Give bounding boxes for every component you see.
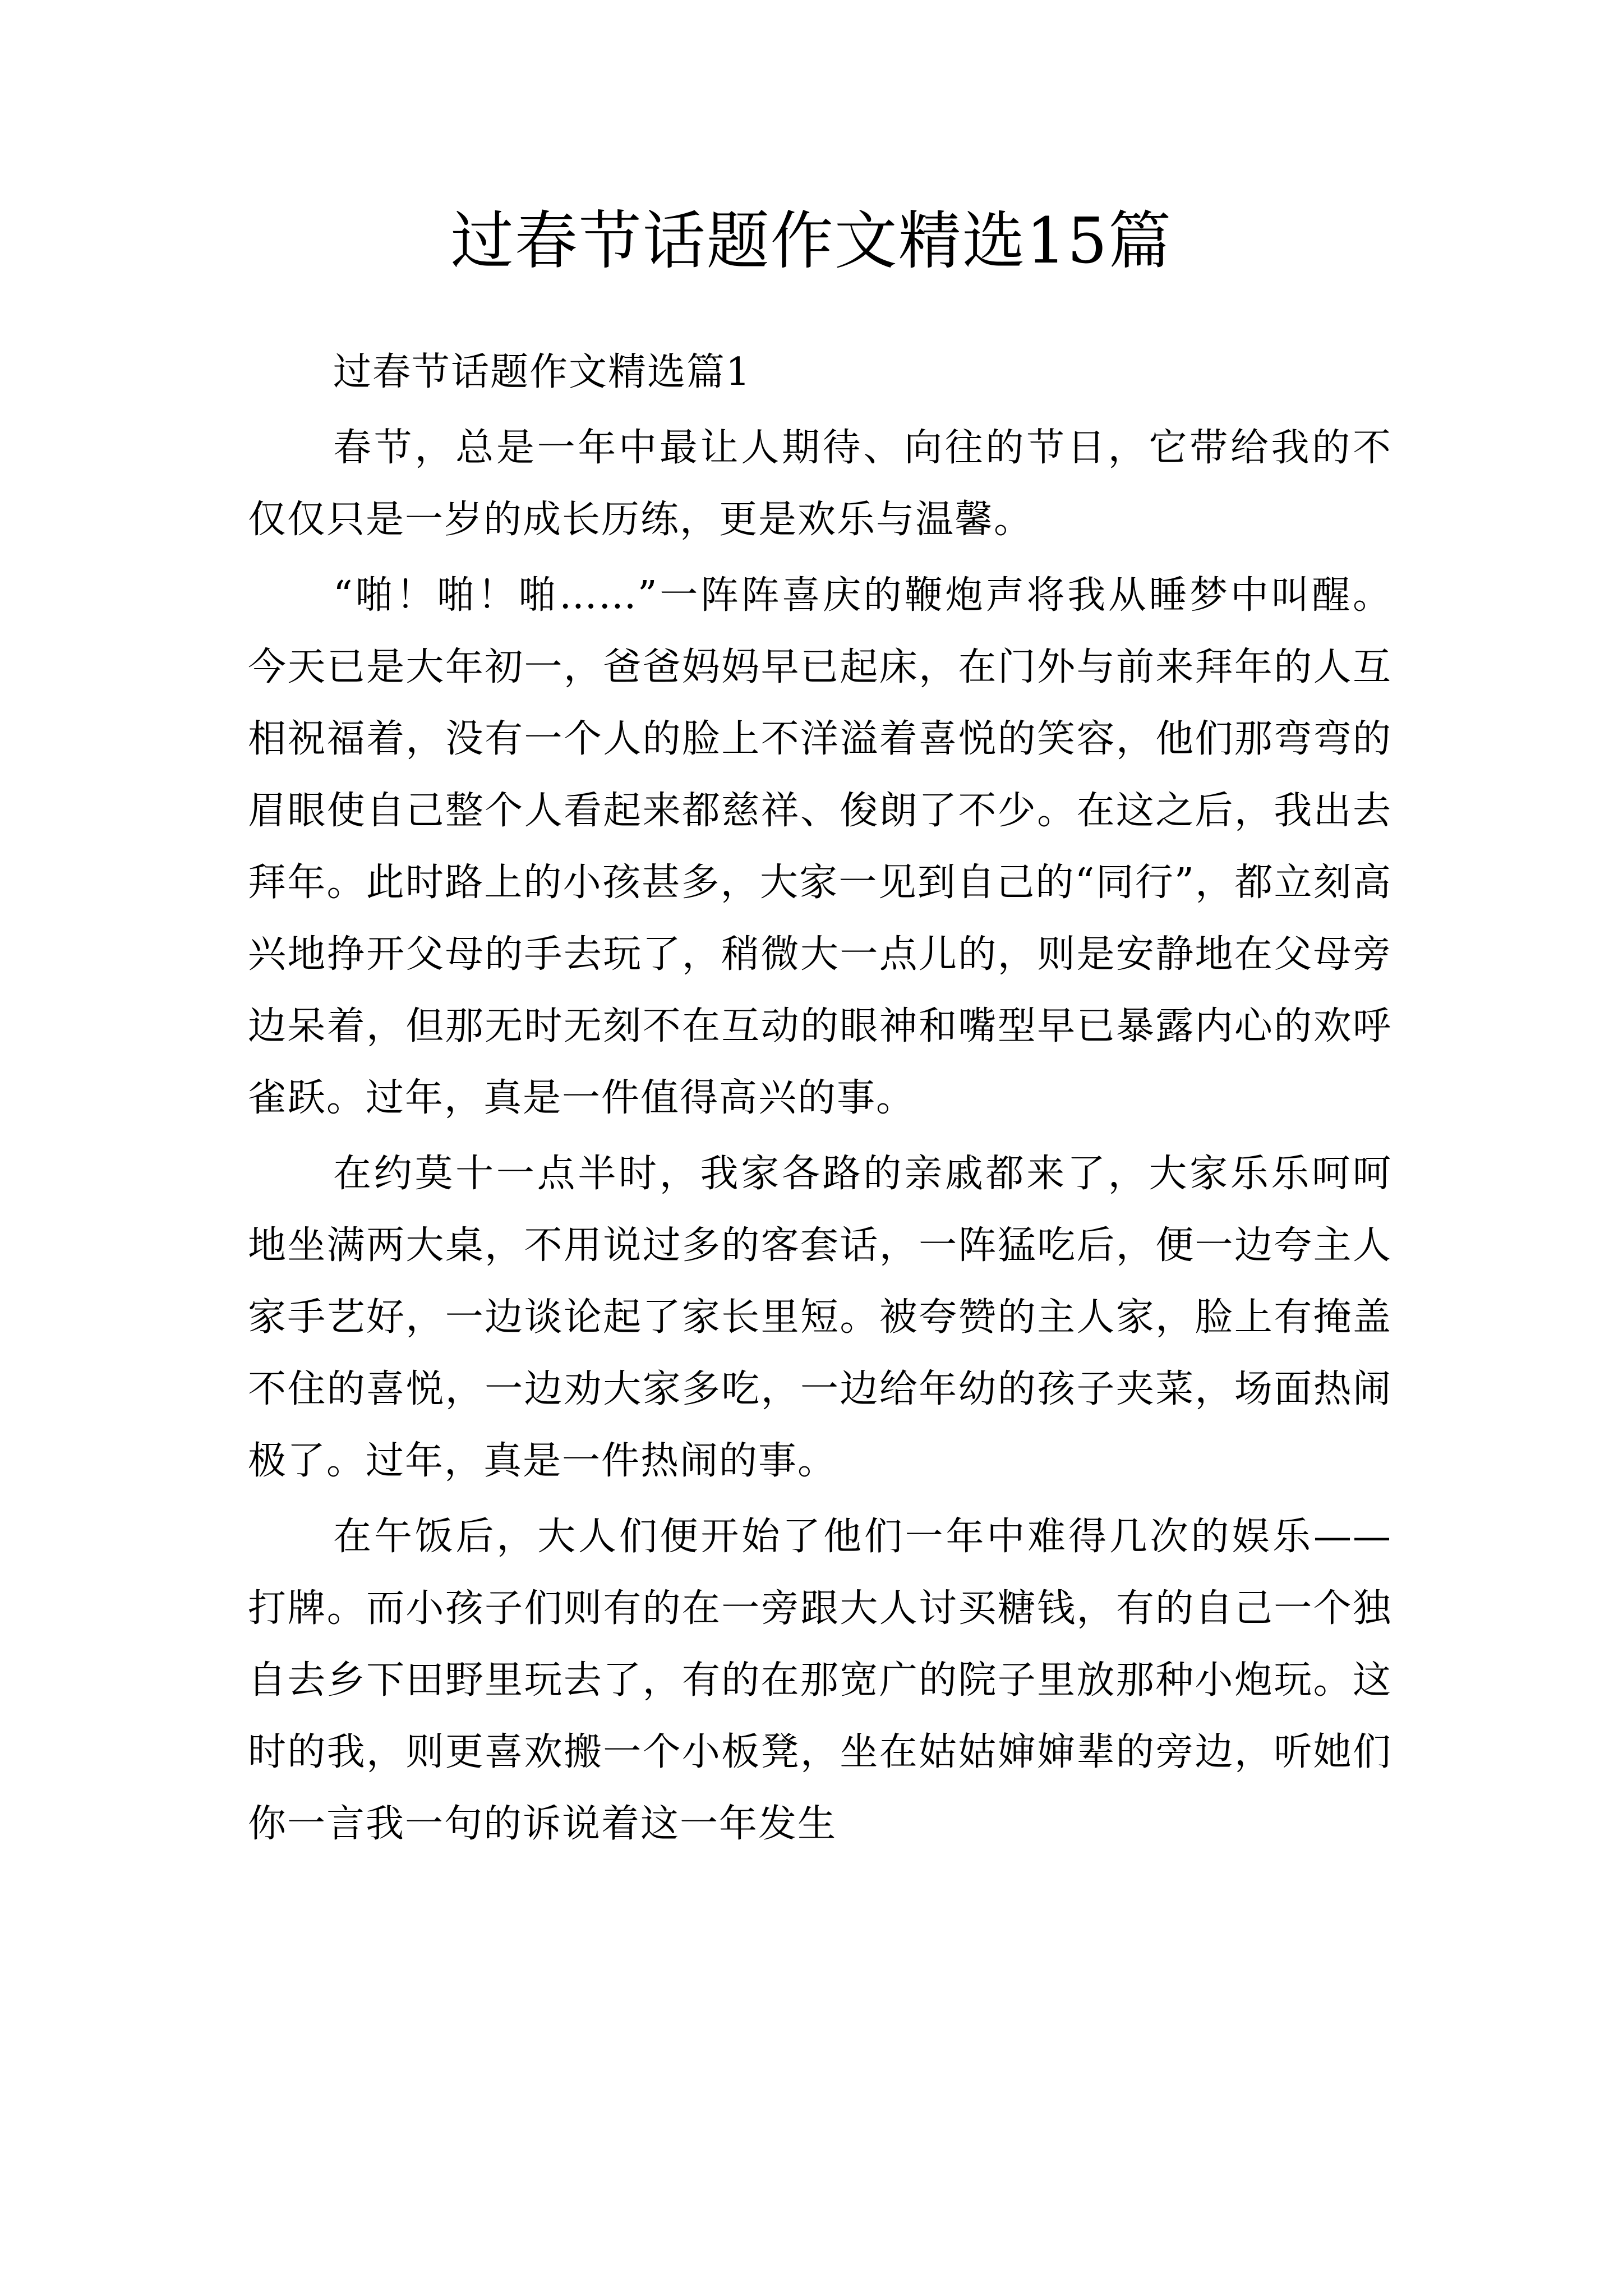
paragraph-2: “啪！啪！啪……”一阵阵喜庆的鞭炮声将我从睡梦中叫醒。今天已是大年初一，爸爸妈妈早已起床，在门外与前来拜年的人互相祝福着，没有一个人的脸上不洋溢着喜悦的笑容，他们那弯弯的眉眼使自己整个人看起来都慈祥、俊朗了不少。在这之后，我出去拜年。此时路上的小孩甚多，大家一见到自己的“同行”，都立刻高兴地挣开父母的手去玩了，稍微大一点儿的，则是安静地在父母旁边呆着，但那无时无刻不在互动的眼神和嘴型早已暴露内心的欢呼雀跃。过年，真是一件值得高兴的事。 bbox=[248, 573, 1392, 1120]
page-title: 过春节话题作文精选15篇 bbox=[450, 205, 1173, 278]
paragraph-3: 在约莫十一点半时，我家各路的亲戚都来了，大家乐乐呵呵地坐满两大桌，不用说过多的客套话，一阵猛吃后，便一边夸主人家手艺好，一边谈论起了家长里短。被夸赞的主人家，脸上有掩盖不住的喜悦，一边劝大家多吃，一边给年幼的孩子夹菜，场面热闹极了。过年，真是一件热闹的事。 bbox=[248, 1152, 1392, 1483]
article-body bbox=[248, 337, 1392, 1864]
paragraph-4: 在午饭后，大人们便开始了他们一年中难得几次的娱乐——打牌。而小孩子们则有的在一旁跟大人讨买糖钱，有的自己一个独自去乡下田野里玩去了，有的在那宽广的院子里放那种小炮玩。这时的我，则更喜欢搬一个小板凳，坐在姑姑婶婶辈的旁边，听她们你一言我一句的诉说着这一年发生 bbox=[248, 1515, 1392, 1846]
section-heading: 过春节话题作文精选篇1 bbox=[333, 350, 751, 394]
paragraph-1: 春节，总是一年中最让人期待、向往的节日，它带给我的不仅仅只是一岁的成长历练，更是欢乐与温馨。 bbox=[248, 426, 1392, 542]
